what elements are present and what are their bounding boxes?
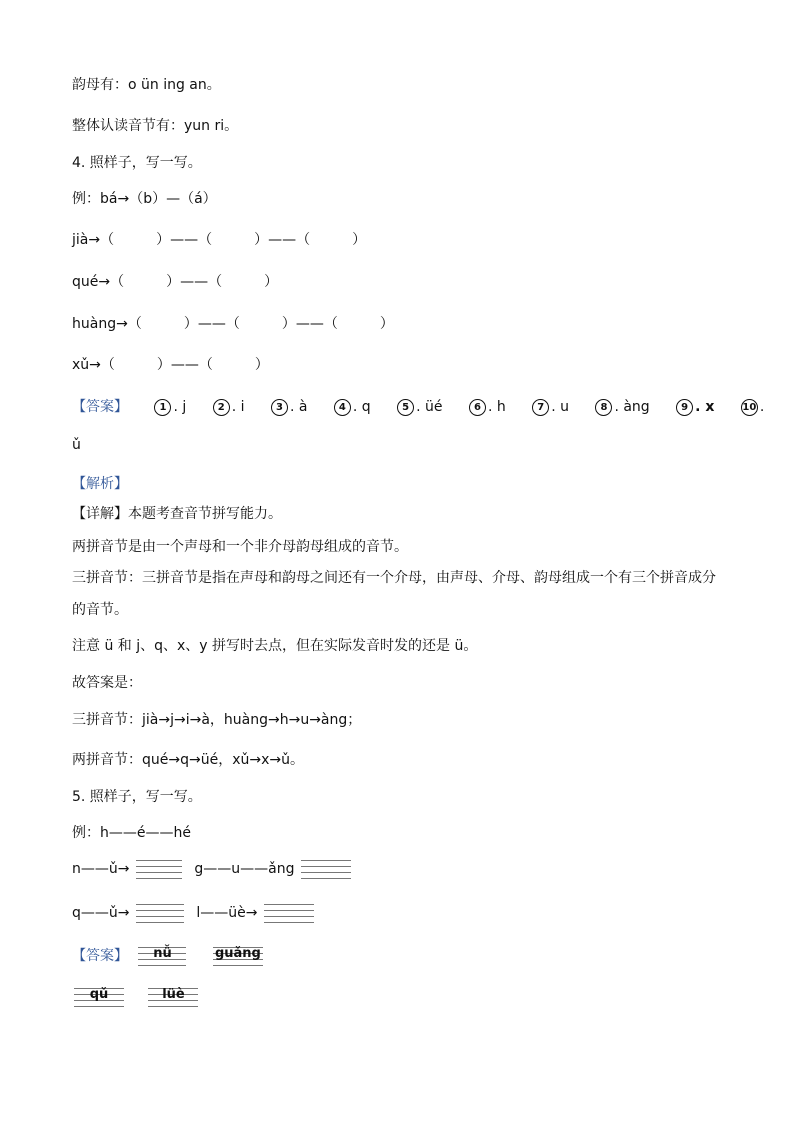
paragraph: 的音节。 (72, 602, 128, 618)
answer-grid (213, 945, 263, 967)
question-5-title: 5. 照样子，写一写。 (72, 789, 202, 805)
answer-item (469, 399, 506, 416)
answer-text: . x (695, 399, 715, 415)
answer-syllable: qǔ (89, 987, 109, 1002)
answer-text: . àng (614, 399, 650, 415)
answer-syllable: nǚ (153, 946, 172, 961)
circled-number: 6 (469, 399, 486, 416)
paragraph: 三拼音节：jià→j→i→à，huàng→h→u→àng； (72, 712, 362, 728)
paragraph: 三拼音节：三拼音节是指在声母和韵母之间还有一个介母，由声母、介母、韵母组成一个有三个拼音成分 (72, 570, 716, 586)
analysis-tag: 【解析】 (72, 476, 128, 492)
finals-line: 韵母有：o ün ing an。 (72, 77, 221, 93)
answer-item (154, 399, 186, 416)
whole-syllables-line: 整体认读音节有：yun ri。 (72, 118, 239, 134)
question-5-answer-row2 (72, 986, 200, 1008)
answer-text: . üé (416, 399, 443, 415)
answer-item (334, 399, 371, 416)
question-5-example: 例：h——é——hé (72, 825, 191, 841)
answer-text: . h (487, 399, 506, 415)
paragraph: 两拼音节：qué→q→üé，xǔ→x→ǔ。 (72, 752, 304, 768)
four-line-grid[interactable] (264, 902, 314, 924)
question-4-row: xǔ→（ ）——（ ） (72, 357, 269, 373)
answer-item (397, 399, 442, 416)
answer-wrap: ǔ (72, 437, 81, 453)
answer-tag: 【答案】 (72, 948, 128, 964)
question-5-answer (72, 945, 265, 967)
answer-text: . q (352, 399, 371, 415)
answer-item (595, 399, 649, 416)
answer-grid (74, 986, 124, 1008)
answer-grid (148, 986, 198, 1008)
paragraph: 两拼音节是由一个声母和一个非介母韵母组成的音节。 (72, 539, 408, 555)
paragraph: 注意 ü 和 j、q、x、y 拼写时去点，但在实际发音时发的还是 ü。 (72, 638, 478, 654)
four-line-grid[interactable] (301, 858, 351, 880)
circled-number: 8 (595, 399, 612, 416)
question-4-row: qué→（ ）——（ ） (72, 274, 279, 290)
syllable-parts: l——üè→ (196, 905, 258, 921)
paragraph: 故答案是： (72, 675, 142, 691)
detail-line: 【详解】本题考查音节拼写能力。 (72, 506, 282, 522)
answer-text: . i (231, 399, 245, 415)
circled-number: 5 (397, 399, 414, 416)
question-4-row: jià→（ ）——（ ）——（ ） (72, 232, 367, 248)
four-line-grid[interactable] (136, 902, 184, 924)
circled-number: 9 (676, 399, 693, 416)
answer-text: . (759, 399, 765, 415)
answer-item (532, 399, 569, 416)
circled-number: 3 (271, 399, 288, 416)
answer-text: . j (173, 399, 187, 415)
circled-number: 7 (532, 399, 549, 416)
answer-tag: 【答案】 (72, 399, 128, 415)
answer-grid (138, 945, 186, 967)
circled-number: 2 (213, 399, 230, 416)
question-5-row (72, 902, 316, 924)
question-4-title: 4. 照样子，写一写。 (72, 155, 202, 171)
circled-number: 10 (741, 399, 758, 416)
four-line-grid[interactable] (136, 858, 182, 880)
question-4-example: 例：bá→（b）—（á） (72, 191, 217, 207)
answer-item (676, 399, 714, 416)
syllable-parts: n——ǔ→ (72, 861, 130, 877)
circled-number: 1 (154, 399, 171, 416)
circled-number: 4 (334, 399, 351, 416)
syllable-parts: g——u——ǎng (194, 861, 295, 877)
answer-item (271, 399, 307, 416)
answer-syllable: guǎng (214, 946, 261, 961)
question-5-row (72, 858, 353, 880)
answer-text: . u (551, 399, 569, 415)
answer-text: . à (289, 399, 308, 415)
answer-item (213, 399, 245, 416)
answer-syllable: lüè (162, 987, 185, 1002)
question-4-row: huàng→（ ）——（ ）——（ ） (72, 316, 394, 332)
answer-item (741, 399, 764, 416)
question-4-answer (72, 396, 764, 416)
syllable-parts: q——ǔ→ (72, 905, 130, 921)
